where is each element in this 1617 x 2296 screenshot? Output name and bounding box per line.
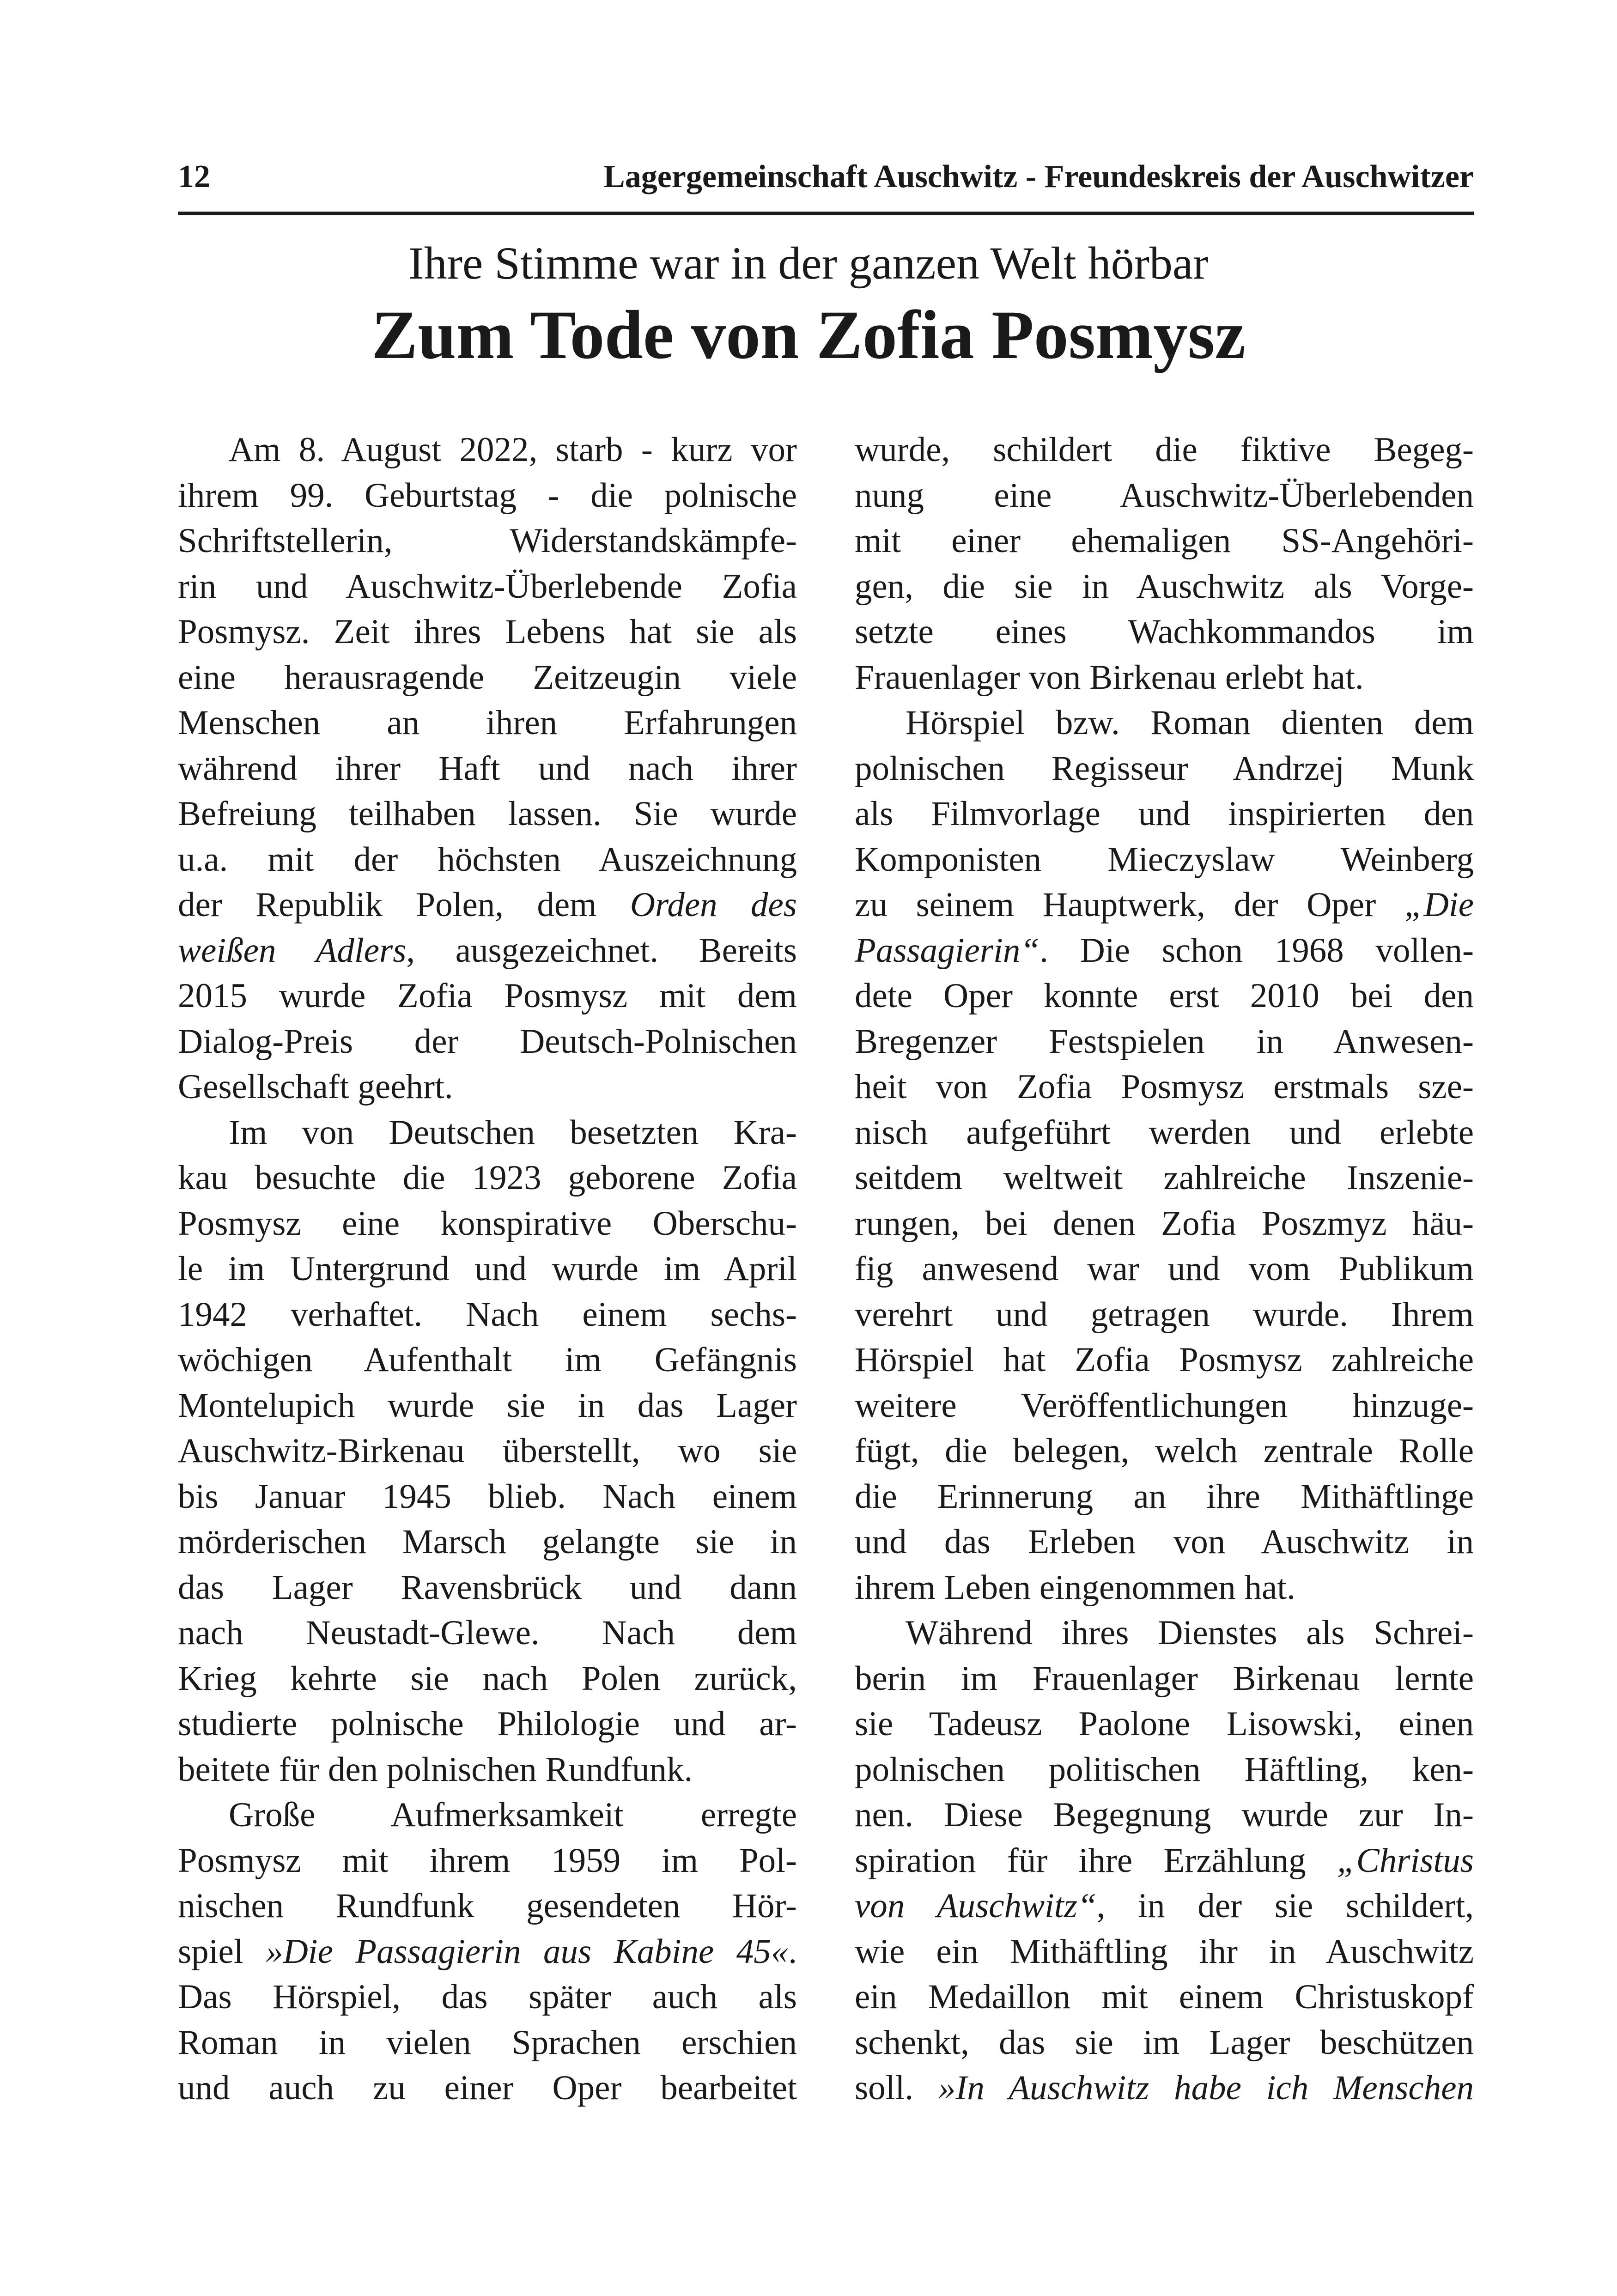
text-run: und das Erleben von Auschwitz in — [855, 1523, 1474, 1561]
text-line — [855, 1337, 1474, 1383]
text-line — [178, 1974, 797, 2020]
text-line — [178, 2065, 797, 2111]
text-line — [855, 700, 1474, 746]
text-run: zu seinem Hauptwerk, der Oper — [855, 886, 1404, 924]
text-line — [178, 1428, 797, 1474]
text-run: rungen, bei denen Zofia Poszmyz häu- — [855, 1204, 1474, 1243]
text-line — [178, 1701, 797, 1747]
italic-text: weißen Adlers — [178, 931, 407, 970]
text-line — [178, 928, 797, 974]
running-head-title: Lagergemeinschaft Auschwitz - Freundeskreis der Auschwitzer — [603, 159, 1474, 194]
text-line — [855, 837, 1474, 883]
text-run: le im Untergrund und wurde im April — [178, 1250, 797, 1288]
text-run: das Lager Ravensbrück und dann — [178, 1568, 797, 1607]
text-line — [178, 1656, 797, 1702]
text-run: Während ihres Dienstes als Schrei- — [906, 1614, 1474, 1652]
text-run: spiration für ihre Erzählung — [855, 1841, 1337, 1880]
text-run: eine herausragende Zeitzeugin viele — [178, 658, 797, 697]
text-run: u.a. mit der höchsten Auszeichnung — [178, 840, 797, 879]
text-line — [855, 1565, 1474, 1611]
text-run: nisch aufgeführt werden und erlebte — [855, 1113, 1474, 1152]
text-run: , ausgezeichnet. Bereits — [406, 931, 797, 970]
text-run: nach Neustadt-Glewe. Nach dem — [178, 1614, 797, 1652]
text-run: Posmysz. Zeit ihres Lebens hat sie als — [178, 613, 797, 651]
text-run: Hörspiel hat Zofia Posmysz zahlreiche — [855, 1341, 1474, 1379]
italic-text: Passagierin“ — [855, 931, 1040, 970]
text-line — [855, 1838, 1474, 1884]
text-run: Hörspiel bzw. Roman dienten dem — [906, 704, 1474, 742]
text-run: polnischen politischen Häftling, ken- — [855, 1750, 1474, 1789]
text-line — [855, 518, 1474, 564]
text-run: fig anwesend war und vom Publikum — [855, 1250, 1474, 1288]
text-run: ihrem Leben eingenommen hat. — [855, 1568, 1295, 1607]
text-run: und auch zu einer Oper bearbeitet — [178, 2069, 797, 2107]
text-run: Posmysz mit ihrem 1959 im Pol- — [178, 1841, 797, 1880]
text-line — [178, 746, 797, 792]
text-run: Am 8. August 2022, starb - kurz vor — [229, 431, 797, 469]
text-line — [855, 1019, 1474, 1065]
text-run: Menschen an ihren Erfahrungen — [178, 704, 797, 742]
text-line — [178, 837, 797, 883]
text-run: . Die schon 1968 vollen- — [1040, 931, 1474, 970]
text-line — [178, 1383, 797, 1429]
text-line — [855, 2020, 1474, 2066]
text-line — [855, 609, 1474, 655]
text-line — [178, 518, 797, 564]
text-line — [178, 655, 797, 701]
text-run: , in der sie schildert, — [1096, 1887, 1474, 1925]
text-line — [178, 1064, 797, 1110]
italic-text: „Christus — [1337, 1841, 1474, 1880]
text-line — [855, 1246, 1474, 1292]
text-run: verehrt und getragen wurde. Ihrem — [855, 1295, 1474, 1334]
italic-text: von Auschwitz“ — [855, 1887, 1097, 1925]
text-run: spiel — [178, 1932, 266, 1971]
text-line — [178, 427, 797, 473]
text-run: wurde, schildert die fiktive Begeg- — [855, 431, 1474, 469]
text-line — [855, 1519, 1474, 1565]
text-run: als Filmvorlage und inspirierten den — [855, 795, 1474, 833]
text-run: Komponisten Mieczyslaw Weinberg — [855, 840, 1474, 879]
text-line — [178, 1337, 797, 1383]
article-title: Zum Tode von Zofia Posmysz — [371, 297, 1246, 373]
text-line — [178, 1292, 797, 1338]
text-run: seitdem weltweit zahlreiche Inszenie- — [855, 1159, 1474, 1197]
text-run: Frauenlager von Birkenau erlebt hat. — [855, 658, 1364, 697]
text-line — [855, 1064, 1474, 1110]
text-run: nung eine Auschwitz-Überlebenden — [855, 476, 1474, 515]
text-line — [855, 1474, 1474, 1520]
text-run: nen. Diese Begegnung wurde zur In- — [855, 1796, 1474, 1834]
text-run: dete Oper konnte erst 2010 bei den — [855, 977, 1474, 1015]
text-line — [178, 882, 797, 928]
text-line — [178, 1565, 797, 1611]
text-line — [855, 1383, 1474, 1429]
article-subtitle: Ihre Stimme war in der ganzen Welt hörbar — [408, 237, 1209, 289]
text-run: mörderischen Marsch gelangte sie in — [178, 1523, 797, 1561]
text-line — [178, 1110, 797, 1156]
text-run: polnischen Regisseur Andrzej Munk — [855, 749, 1474, 788]
text-run: gen, die sie in Auschwitz als Vorge- — [855, 567, 1474, 606]
text-run: kau besuchte die 1923 geborene Zofia — [178, 1159, 797, 1197]
text-line — [178, 1519, 797, 1565]
text-run: fügt, die belegen, welch zentrale Rolle — [855, 1432, 1474, 1470]
text-run: bis Januar 1945 blieb. Nach einem — [178, 1477, 797, 1516]
text-run: nischen Rundfunk gesendeten Hör- — [178, 1887, 797, 1925]
text-line — [178, 564, 797, 610]
text-line — [178, 700, 797, 746]
text-run: Roman in vielen Sprachen erschien — [178, 2023, 797, 2062]
text-line — [178, 1747, 797, 1793]
text-line — [178, 2020, 797, 2066]
text-line — [855, 882, 1474, 928]
text-line — [178, 1201, 797, 1247]
text-run: wöchigen Aufenthalt im Gefängnis — [178, 1341, 797, 1379]
text-line — [855, 1974, 1474, 2020]
text-line — [178, 1155, 797, 1201]
italic-text: „Die — [1404, 886, 1474, 924]
text-line — [178, 1792, 797, 1838]
text-run: studierte polnische Philologie und ar- — [178, 1705, 797, 1743]
text-line — [855, 1883, 1474, 1929]
text-line — [178, 473, 797, 519]
italic-text: Orden des — [630, 886, 797, 924]
text-run: berin im Frauenlager Birkenau lernte — [855, 1659, 1474, 1698]
text-run: ihrem 99. Geburtstag - die polnische — [178, 476, 797, 515]
text-line — [855, 1610, 1474, 1656]
text-line — [855, 1110, 1474, 1156]
text-line — [855, 564, 1474, 610]
text-run: . — [788, 1932, 797, 1971]
text-run: rin und Auschwitz-Überlebende Zofia — [178, 567, 797, 606]
text-line — [178, 1838, 797, 1884]
text-line — [178, 1246, 797, 1292]
text-run: weitere Veröffentlichungen hinzuge- — [855, 1386, 1474, 1425]
text-run: 1942 verhaftet. Nach einem sechs- — [178, 1295, 797, 1334]
text-run: Bregenzer Festspielen in Anwesen- — [855, 1022, 1474, 1061]
text-line — [855, 1656, 1474, 1702]
text-line — [855, 1792, 1474, 1838]
text-run: Dialog-Preis der Deutsch-Polnischen — [178, 1022, 797, 1061]
text-run: der Republik Polen, dem — [178, 886, 630, 924]
text-line — [855, 1929, 1474, 1975]
text-run: Schriftstellerin, Widerstandskämpfe- — [178, 522, 797, 560]
text-line — [178, 973, 797, 1019]
text-line — [855, 655, 1474, 701]
text-line — [855, 1201, 1474, 1247]
text-run: Posmysz eine konspirative Oberschu- — [178, 1204, 797, 1243]
text-run: schenkt, das sie im Lager beschützen — [855, 2023, 1474, 2062]
italic-text: »In Auschwitz habe ich Menschen — [938, 2069, 1474, 2107]
text-line — [855, 1428, 1474, 1474]
text-run: soll. — [855, 2069, 938, 2107]
text-run: die Erinnerung an ihre Mithäftlinge — [855, 1477, 1474, 1516]
text-line — [178, 1929, 797, 1975]
text-line — [178, 1610, 797, 1656]
text-run: ein Medaillon mit einem Christuskopf — [855, 1978, 1474, 2016]
text-line — [855, 1701, 1474, 1747]
text-run: wie ein Mithäftling ihr in Auschwitz — [855, 1932, 1474, 1971]
text-run: Gesellschaft geehrt. — [178, 1068, 453, 1106]
text-line — [855, 928, 1474, 974]
left-text-column — [178, 427, 797, 2111]
text-line — [855, 973, 1474, 1019]
text-run: 2015 wurde Zofia Posmysz mit dem — [178, 977, 797, 1015]
italic-text: »Die Passagierin aus Kabine 45« — [266, 1932, 789, 1971]
text-run: heit von Zofia Posmysz erstmals sze- — [855, 1068, 1474, 1106]
text-line — [178, 791, 797, 837]
text-line — [855, 427, 1474, 473]
text-run: Krieg kehrte sie nach Polen zurück, — [178, 1659, 797, 1698]
running-header — [178, 156, 1474, 215]
text-line — [855, 746, 1474, 792]
text-run: Auschwitz-Birkenau überstellt, wo sie — [178, 1432, 797, 1470]
text-run: Im von Deutschen besetzten Kra- — [229, 1113, 797, 1152]
text-line — [178, 1883, 797, 1929]
text-run: Das Hörspiel, das später auch als — [178, 1978, 797, 2016]
page-number: 12 — [178, 159, 210, 194]
text-run: mit einer ehemaligen SS-Angehöri- — [855, 522, 1474, 560]
text-run: sie Tadeusz Paolone Lisowski, einen — [855, 1705, 1474, 1743]
text-run: beitete für den polnischen Rundfunk. — [178, 1750, 693, 1789]
text-run: Befreiung teilhaben lassen. Sie wurde — [178, 795, 797, 833]
text-line — [855, 473, 1474, 519]
text-line — [855, 1747, 1474, 1793]
text-run: während ihrer Haft und nach ihrer — [178, 749, 797, 788]
right-text-column — [855, 427, 1474, 2111]
text-line — [855, 1155, 1474, 1201]
text-run: setzte eines Wachkommandos im — [855, 613, 1474, 651]
text-run: Große Aufmerksamkeit erregte — [229, 1796, 797, 1834]
text-line — [178, 1474, 797, 1520]
text-line — [178, 609, 797, 655]
text-run: Montelupich wurde sie in das Lager — [178, 1386, 797, 1425]
text-line — [855, 2065, 1474, 2111]
text-line — [855, 791, 1474, 837]
text-line — [855, 1292, 1474, 1338]
text-line — [178, 1019, 797, 1065]
